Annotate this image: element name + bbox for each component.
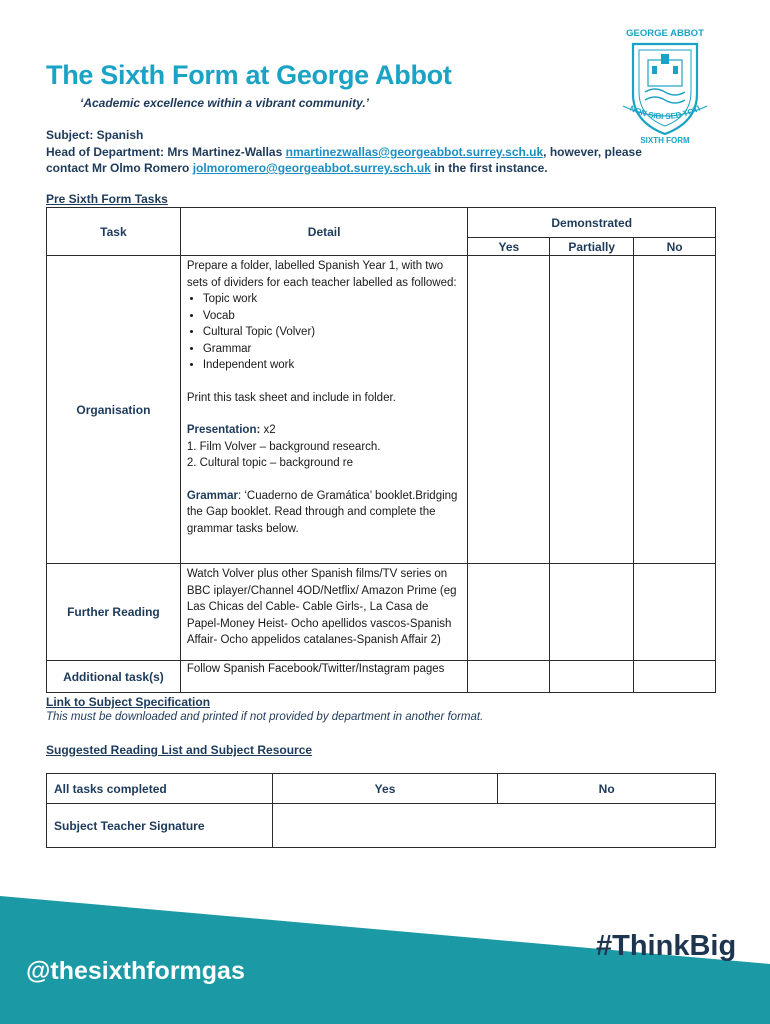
grammar-text: : ‘Cuaderno de Gramática’ booklet.Bridging the Gap booklet. Read through and complete the grammar tasks below. (186, 489, 458, 535)
presentation-item: 1. Film Volver – background research. (186, 440, 381, 453)
reading-list-link[interactable]: Suggested Reading List and Subject Resource (46, 743, 313, 757)
presentation-line (187, 422, 462, 439)
specification-note: This must be downloaded and printed if not provided by department in another format. (46, 711, 484, 723)
completion-table (46, 773, 716, 848)
yes-cell[interactable] (468, 564, 550, 661)
partially-cell[interactable] (550, 564, 634, 661)
task-name: Organisation (47, 256, 181, 564)
teacher-signature-field[interactable] (272, 804, 715, 848)
page-title: The Sixth Form at George Abbot (46, 60, 452, 90)
school-crest-logo (615, 22, 715, 146)
yes-cell[interactable] (468, 256, 550, 564)
hod-email-link[interactable]: nmartinezwallas@georgeabbot.surrey.sch.uk (285, 145, 544, 159)
completion-no-cell[interactable]: No (498, 774, 716, 804)
demonstrated-column-header: Demonstrated (468, 208, 716, 238)
detail-column-header: Detail (180, 208, 468, 256)
task-column-header: Task (47, 208, 181, 256)
hod-prefix: Head of Department: Mrs Martinez-Wallas (46, 145, 286, 159)
tagline: ‘Academic excellence within a vibrant community.’ (80, 96, 369, 110)
yes-column-header: Yes (468, 238, 550, 256)
head-of-department-line (46, 145, 642, 159)
no-cell[interactable] (634, 564, 716, 661)
table-row (47, 564, 716, 661)
all-tasks-completed-label: All tasks completed (47, 774, 273, 804)
list-item: • Cultural Topic (Volver) (203, 324, 462, 341)
subject-label: Subject: Spanish (46, 128, 144, 142)
contact-email-link[interactable]: jolmoromero@georgeabbot.surrey.sch.uk (192, 161, 431, 175)
no-cell[interactable] (634, 661, 716, 693)
hod-suffix: , however, please (543, 145, 642, 159)
list-item: • Independent work (203, 357, 462, 374)
social-handle: @thesixthformgas (26, 957, 245, 985)
logo-bottom-text: SIXTH FORM (640, 136, 690, 145)
grammar-label: Grammar (186, 489, 238, 502)
task-detail (180, 256, 468, 564)
subject-specification-link[interactable]: Link to Subject Specification (46, 695, 211, 709)
svg-text:NON SIBI SED TOTI (628, 104, 702, 121)
presentation-label: Presentation: (186, 424, 261, 436)
divider-list (187, 291, 462, 374)
list-item: • Topic work (203, 291, 462, 308)
list-item: • Vocab (203, 308, 462, 325)
completion-yes-cell[interactable]: Yes (272, 774, 498, 804)
partially-column-header: Partially (550, 238, 634, 256)
yes-cell[interactable] (468, 661, 550, 693)
contact-suffix: in the first instance. (430, 161, 548, 175)
no-column-header: No (634, 238, 716, 256)
grammar-line (187, 488, 462, 538)
no-cell[interactable] (634, 256, 716, 564)
presentation-suffix: x2 (260, 424, 276, 436)
task-name: Further Reading (47, 564, 181, 661)
partially-cell[interactable] (550, 256, 634, 564)
task-name: Additional task(s) (47, 661, 181, 693)
presentation-item: 2. Cultural topic – background re (186, 457, 354, 469)
teacher-signature-label: Subject Teacher Signature (47, 804, 273, 848)
think-big-hashtag: #ThinkBig (596, 930, 737, 962)
partially-cell[interactable] (550, 661, 634, 693)
contact-line (46, 161, 548, 175)
pre-sixth-form-tasks-heading: Pre Sixth Form Tasks (46, 192, 168, 206)
list-item: • Grammar (203, 341, 462, 358)
table-row (47, 661, 716, 693)
contact-prefix: contact Mr Olmo Romero (46, 161, 193, 175)
print-note: Print this task sheet and include in folder. (186, 391, 396, 404)
tasks-table (46, 207, 716, 693)
task-detail: Follow Spanish Facebook/Twitter/Instagram pages (180, 661, 468, 693)
task-detail: Watch Volver plus other Spanish films/TV series on BBC iplayer/Channel 4OD/Netflix/ Amazon Prime (eg Las Chicas del Cable- Cable Girls-, La Casa de Papel-Money Heist- Ocho apellidos vascos-Spanish Affair- Ocho appelidos catalanes-Spanish Affair 2) (180, 564, 468, 661)
table-row (47, 256, 716, 564)
logo-top-text: GEORGE ABBOT (626, 28, 704, 39)
logo-motto: NON SIBI SED TOTI (628, 103, 702, 122)
organisation-intro: Prepare a folder, labelled Spanish Year 1, with two sets of dividers for each teacher labelled as followed: (186, 260, 457, 289)
